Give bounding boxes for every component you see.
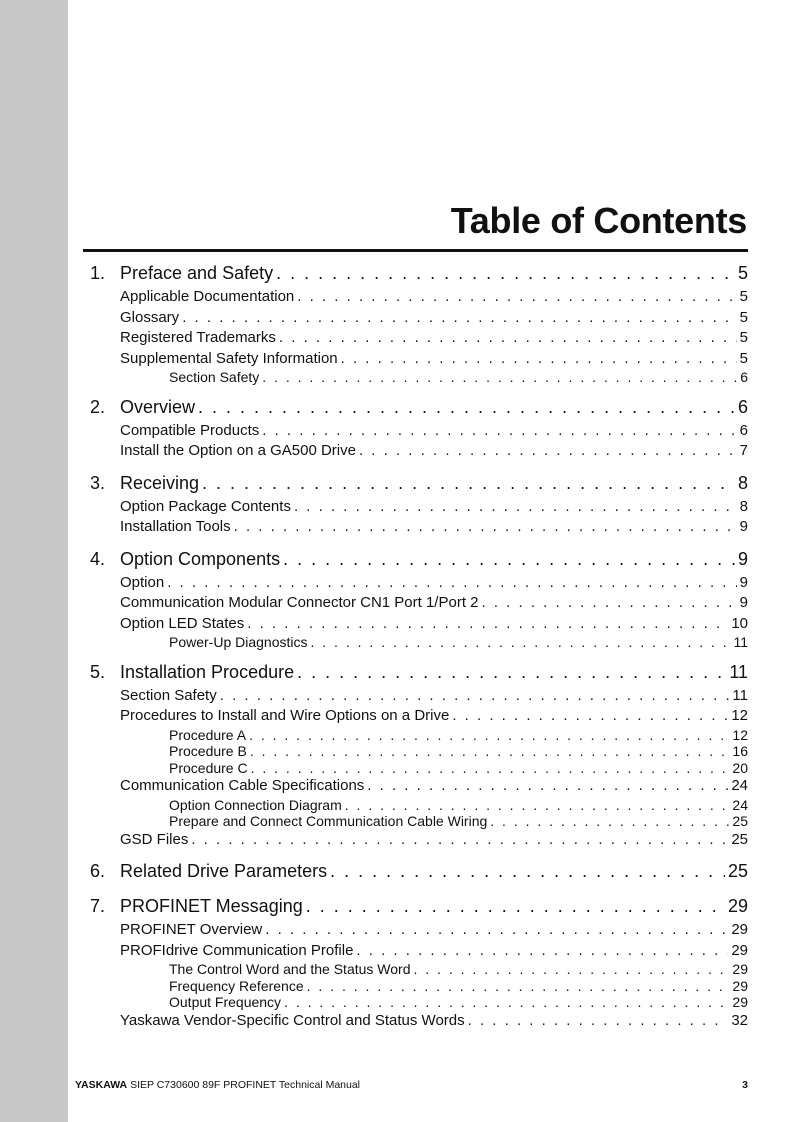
- toc-page-number: 12: [732, 726, 748, 743]
- toc-section[interactable]: [90, 593, 748, 614]
- chapter-number: 3.: [90, 472, 106, 493]
- toc-section[interactable]: [90, 941, 748, 962]
- dot-leader: [345, 797, 730, 814]
- toc-page-number: 20: [732, 759, 748, 776]
- toc-section[interactable]: [90, 830, 748, 851]
- dot-leader: [265, 920, 728, 941]
- dot-leader: [276, 259, 735, 287]
- dot-leader: [297, 658, 726, 686]
- toc-section[interactable]: [90, 497, 748, 518]
- dot-leader: [341, 349, 737, 370]
- toc-page-number: 29: [732, 994, 748, 1010]
- toc-entry-label: Yaskawa Vendor-Specific Control and Status Words: [120, 1011, 465, 1029]
- toc-page-number: 5: [739, 288, 748, 305]
- toc-entry-label: Applicable Documentation: [120, 288, 295, 305]
- toc-section[interactable]: [90, 1011, 748, 1032]
- dot-leader: [251, 760, 730, 777]
- chapter-number: 1.: [90, 263, 106, 283]
- toc-page-number: 25: [732, 813, 748, 829]
- dot-leader: [220, 686, 730, 707]
- toc-section[interactable]: [90, 308, 748, 329]
- toc-subsection[interactable]: [90, 727, 748, 744]
- toc-page-number: 12: [731, 707, 748, 724]
- toc-page-number: 29: [731, 941, 748, 959]
- footer-page-number: 3: [742, 1079, 748, 1091]
- toc-entry-label: Power-Up Diagnostics: [169, 634, 308, 650]
- toc-page-number: 24: [731, 777, 748, 794]
- toc-entry-label: Installation Tools: [120, 518, 231, 535]
- toc-chapter-heading[interactable]: [90, 892, 748, 920]
- toc-entry-label: Section Safety: [120, 686, 217, 704]
- table-of-contents: [90, 259, 748, 1031]
- dot-leader: [191, 830, 728, 851]
- toc-page-number: 10: [731, 614, 748, 632]
- toc-chapter: [90, 857, 748, 885]
- chapter-number: 4.: [90, 548, 106, 569]
- toc-subsection[interactable]: [90, 369, 748, 386]
- dot-leader: [249, 727, 729, 744]
- page-side-bar: [0, 0, 68, 1122]
- dot-leader: [202, 469, 735, 497]
- toc-section[interactable]: [90, 706, 748, 727]
- toc-chapter: [90, 545, 748, 651]
- toc-page-number: 9: [737, 548, 748, 569]
- toc-entry-label: Registered Trademarks: [120, 329, 276, 346]
- dot-leader: [279, 328, 737, 349]
- toc-chapter-heading[interactable]: [90, 545, 748, 573]
- toc-entry-label: Option Package Contents: [120, 497, 291, 515]
- title-rule: [83, 249, 748, 252]
- toc-chapter-heading[interactable]: [90, 857, 748, 885]
- toc-subsection[interactable]: [90, 634, 748, 651]
- chapter-number: 7.: [90, 896, 106, 916]
- footer-manual-title: [75, 1079, 360, 1091]
- toc-chapter: [90, 892, 748, 1031]
- toc-page-number: 11: [733, 634, 748, 650]
- toc-entry-label: Procedure A: [169, 726, 247, 743]
- toc-section[interactable]: [90, 287, 748, 308]
- toc-subsection[interactable]: [90, 760, 748, 777]
- page-footer: [75, 1079, 748, 1091]
- dot-leader: [468, 1011, 729, 1032]
- toc-section[interactable]: [90, 776, 748, 797]
- toc-entry-label: Option Components: [120, 548, 281, 569]
- dot-leader: [482, 593, 737, 614]
- dot-leader: [306, 892, 725, 920]
- dot-leader: [234, 517, 737, 538]
- dot-leader: [330, 857, 725, 885]
- toc-subsection[interactable]: [90, 994, 748, 1011]
- toc-page-number: 6: [740, 369, 748, 385]
- toc-page-number: 7: [739, 442, 748, 459]
- toc-page-number: 25: [731, 830, 748, 848]
- dot-leader: [297, 287, 736, 308]
- toc-entry-label: Receiving: [120, 472, 200, 493]
- toc-entry-label: Preface and Safety: [120, 263, 274, 283]
- toc-page-number: 16: [732, 743, 748, 759]
- toc-entry-label: The Control Word and the Status Word: [169, 961, 411, 977]
- dot-leader: [247, 614, 728, 635]
- footer-manual-name: SIEP C730600 89F PROFINET Technical Manual: [130, 1079, 361, 1091]
- toc-entry-label: Supplemental Safety Information: [120, 349, 338, 367]
- toc-page-number: 9: [739, 518, 748, 535]
- toc-entry-label: PROFINET Overview: [120, 921, 263, 938]
- toc-page-number: 5: [739, 308, 748, 326]
- toc-page-number: 8: [739, 497, 748, 515]
- toc-entry-label: Communication Modular Connector CN1 Port 1/Port 2: [120, 594, 479, 611]
- dot-leader: [311, 634, 731, 651]
- toc-entry-label: GSD Files: [120, 830, 189, 848]
- toc-section[interactable]: [90, 328, 748, 349]
- dot-leader: [284, 994, 729, 1011]
- toc-page-number: 32: [731, 1011, 748, 1029]
- toc-entry-label: Procedure C: [169, 759, 248, 776]
- toc-page-number: 8: [737, 472, 748, 493]
- dot-leader: [414, 961, 730, 978]
- toc-entry-label: Section Safety: [169, 369, 260, 385]
- toc-chapter-heading[interactable]: [90, 393, 748, 421]
- toc-subsection[interactable]: [90, 743, 748, 760]
- toc-subsection[interactable]: [90, 797, 748, 814]
- toc-entry-label: Option: [120, 573, 165, 591]
- page-title: Table of Contents: [450, 200, 747, 241]
- toc-page-number: 11: [729, 661, 748, 682]
- toc-entry-label: Procedures to Install and Wire Options on a Drive: [120, 707, 450, 724]
- dot-leader: [250, 743, 730, 760]
- dot-leader: [262, 421, 736, 442]
- toc-entry-label: Frequency Reference: [169, 977, 304, 994]
- toc-section[interactable]: [90, 349, 748, 370]
- dot-leader: [294, 497, 737, 518]
- toc-section[interactable]: [90, 441, 748, 462]
- toc-chapter-heading[interactable]: [90, 658, 748, 686]
- toc-subsection[interactable]: [90, 813, 748, 830]
- dot-leader: [367, 776, 728, 797]
- dot-leader: [262, 369, 737, 386]
- toc-entry-label: Communication Cable Specifications: [120, 777, 365, 794]
- toc-entry-label: Installation Procedure: [120, 661, 295, 682]
- toc-section[interactable]: [90, 573, 748, 594]
- toc-entry-label: Output Frequency: [169, 994, 282, 1010]
- toc-page-number: 29: [732, 977, 748, 994]
- toc-entry-label: Install the Option on a GA500 Drive: [120, 442, 356, 459]
- toc-chapter: [90, 393, 748, 462]
- dot-leader: [356, 941, 728, 962]
- dot-leader: [359, 441, 737, 462]
- dot-leader: [490, 813, 729, 830]
- toc-entry-label: Related Drive Parameters: [120, 861, 328, 881]
- toc-page-number: 9: [739, 594, 748, 611]
- toc-entry-label: Compatible Products: [120, 421, 260, 439]
- toc-page-number: 5: [739, 329, 748, 346]
- toc-chapter: [90, 259, 748, 386]
- toc-page-number: 29: [727, 896, 748, 916]
- footer-brand: YASKAWA: [75, 1079, 128, 1091]
- toc-entry-label: Procedure B: [169, 743, 247, 759]
- toc-page-number: 5: [739, 349, 748, 367]
- toc-section[interactable]: [90, 421, 748, 442]
- toc-subsection[interactable]: [90, 961, 748, 978]
- chapter-number: 2.: [90, 396, 106, 417]
- toc-page-number: 29: [731, 921, 748, 938]
- toc-page-number: 25: [727, 861, 748, 881]
- toc-section[interactable]: [90, 517, 748, 538]
- toc-entry-label: PROFINET Messaging: [120, 896, 303, 916]
- toc-page-number: 5: [737, 263, 748, 283]
- toc-entry-label: Option Connection Diagram: [169, 796, 342, 813]
- dot-leader: [198, 393, 735, 421]
- dot-leader: [182, 308, 736, 329]
- toc-section[interactable]: [90, 686, 748, 707]
- toc-entry-label: Glossary: [120, 308, 180, 326]
- toc-page-number: 9: [739, 573, 748, 591]
- dot-leader: [452, 706, 728, 727]
- chapter-number: 5.: [90, 661, 106, 682]
- toc-section[interactable]: [90, 920, 748, 941]
- chapter-number: 6.: [90, 861, 106, 881]
- toc-chapter: [90, 469, 748, 538]
- toc-page-number: 6: [739, 421, 748, 439]
- toc-page-number: 24: [732, 796, 748, 813]
- dot-leader: [167, 573, 736, 594]
- toc-entry-label: PROFIdrive Communication Profile: [120, 941, 354, 959]
- toc-page-number: 11: [732, 686, 748, 704]
- toc-entry-label: Option LED States: [120, 614, 245, 632]
- dot-leader: [283, 545, 735, 573]
- toc-page-number: 29: [732, 961, 748, 977]
- toc-entry-label: Overview: [120, 396, 196, 417]
- toc-section[interactable]: [90, 614, 748, 635]
- toc-entry-label: Prepare and Connect Communication Cable Wiring: [169, 813, 488, 829]
- toc-chapter-heading[interactable]: [90, 469, 748, 497]
- toc-page-number: 6: [737, 396, 748, 417]
- toc-chapter: [90, 658, 748, 851]
- toc-chapter-heading[interactable]: [90, 259, 748, 287]
- toc-subsection[interactable]: [90, 978, 748, 995]
- dot-leader: [307, 978, 730, 995]
